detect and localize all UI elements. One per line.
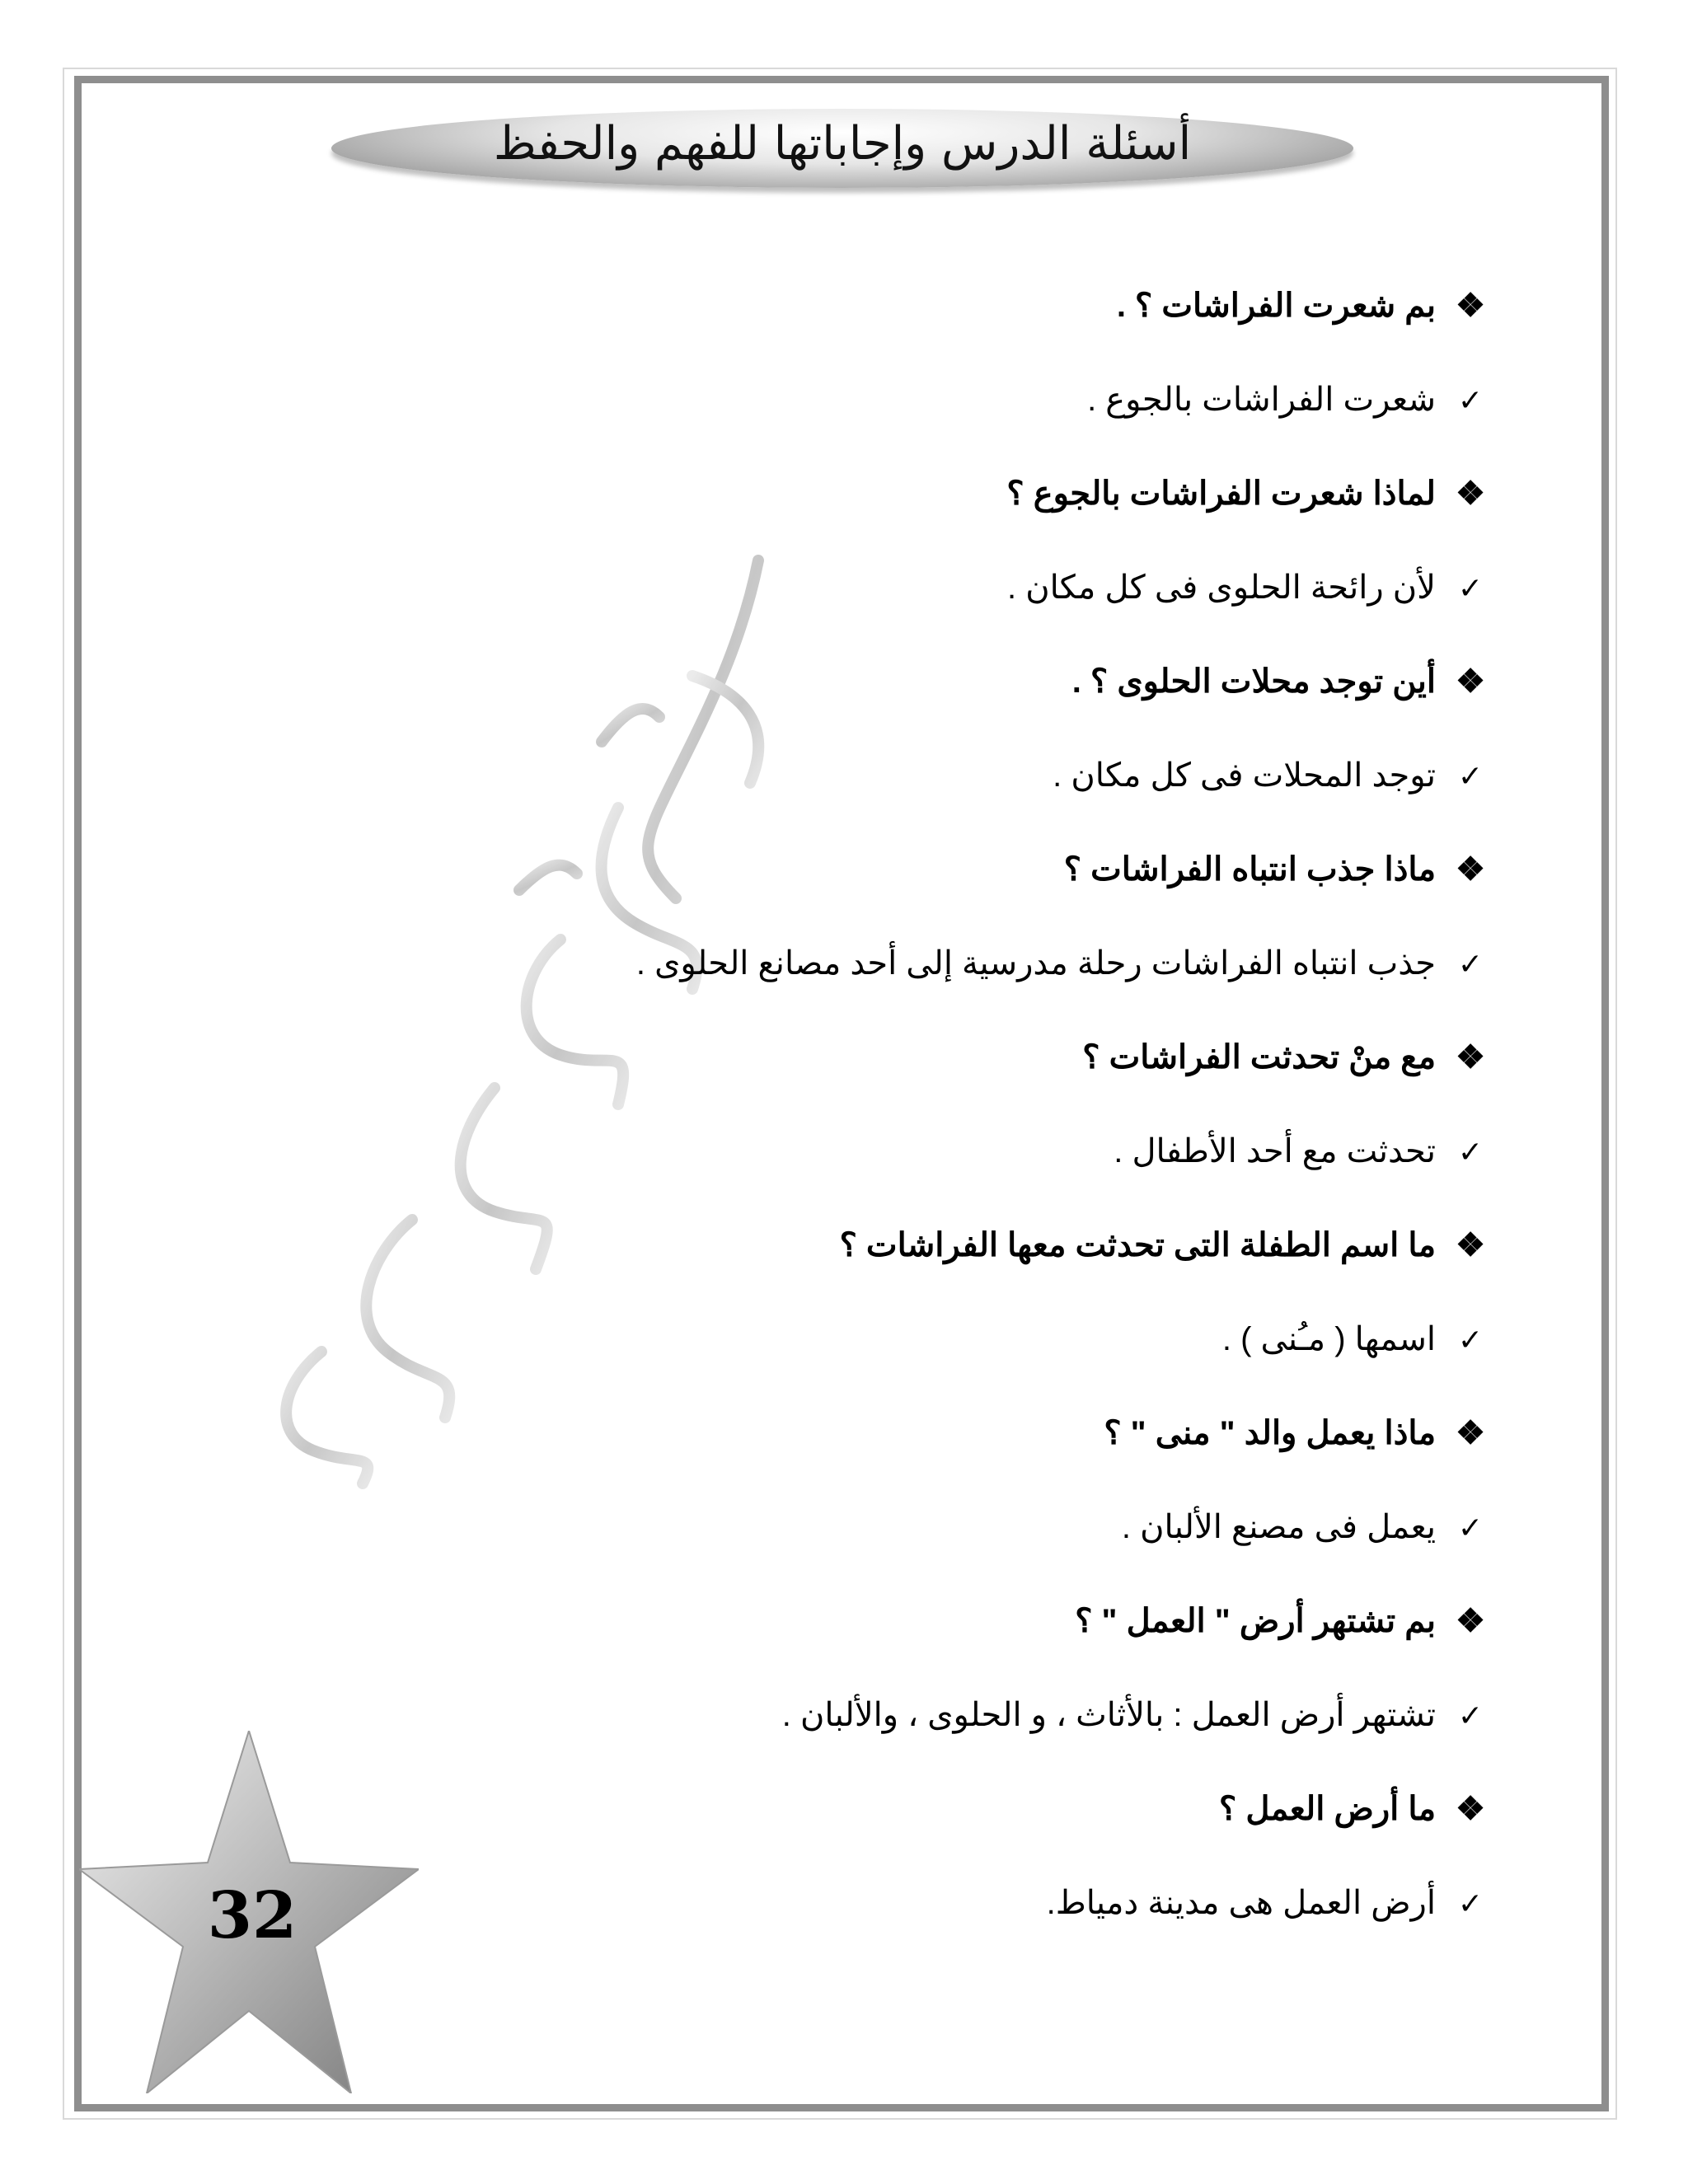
question-line xyxy=(175,823,1493,916)
checkmark-icon: ✓ xyxy=(1457,1135,1484,1169)
answer-text: اسمها ( مـُنى ) . xyxy=(1221,1321,1436,1357)
four-diamond-bullet-icon: ❖ xyxy=(1456,1039,1485,1076)
question-line xyxy=(175,1386,1493,1480)
answer-line xyxy=(175,353,1493,447)
question-text: لماذا شعرت الفراشات بالجوع ؟ xyxy=(1006,476,1436,512)
answer-text: تشتهر أرض العمل : بالأثاث ، و الحلوى ، والألبان . xyxy=(781,1697,1436,1733)
question-line xyxy=(175,1198,1493,1292)
answer-text: لأن رائحة الحلوى فى كل مكان . xyxy=(1006,569,1436,606)
question-text: بم تشتهر أرض " العمل " ؟ xyxy=(1075,1603,1436,1639)
four-diamond-bullet-icon: ❖ xyxy=(1456,1791,1485,1827)
checkmark-icon: ✓ xyxy=(1457,1886,1484,1920)
answer-text: يعمل فى مصنع الألبان . xyxy=(1121,1509,1436,1545)
answer-text: توجد المحلات فى كل مكان . xyxy=(1053,757,1436,794)
checkmark-icon: ✓ xyxy=(1457,1323,1484,1357)
four-diamond-bullet-icon: ❖ xyxy=(1456,1603,1485,1639)
question-line xyxy=(175,1010,1493,1104)
page-title: أسئلة الدرس وإجاباتها للفهم والحفظ xyxy=(493,116,1192,171)
answer-text: أرض العمل هى مدينة دمياط. xyxy=(1046,1885,1436,1921)
checkmark-icon: ✓ xyxy=(1457,1699,1484,1732)
four-diamond-bullet-icon: ❖ xyxy=(1456,851,1485,888)
answer-line xyxy=(175,1104,1493,1198)
four-diamond-bullet-icon: ❖ xyxy=(1456,476,1485,512)
qa-list xyxy=(175,259,1493,1950)
question-line xyxy=(175,635,1493,729)
four-diamond-bullet-icon: ❖ xyxy=(1456,663,1485,700)
question-text: ما أرض العمل ؟ xyxy=(1219,1791,1436,1827)
question-line xyxy=(175,1574,1493,1668)
question-text: ماذا جذب انتباه الفراشات ؟ xyxy=(1063,851,1436,888)
checkmark-icon: ✓ xyxy=(1457,571,1484,605)
question-text: مع منْ تحدثت الفراشات ؟ xyxy=(1082,1039,1436,1076)
four-diamond-bullet-icon: ❖ xyxy=(1456,1415,1485,1451)
answer-text: تحدثت مع أحد الأطفال . xyxy=(1114,1133,1436,1169)
page-number: 32 xyxy=(207,1878,298,1953)
question-text: أين توجد محلات الحلوى ؟ . xyxy=(1071,663,1436,700)
answer-text: شعرت الفراشات بالجوع . xyxy=(1087,382,1436,418)
answer-line xyxy=(175,541,1493,635)
answer-line xyxy=(175,916,1493,1010)
question-text: ما اسم الطفلة التى تحدثت معها الفراشات ؟ xyxy=(839,1227,1436,1263)
checkmark-icon: ✓ xyxy=(1457,947,1484,981)
checkmark-icon: ✓ xyxy=(1457,383,1484,417)
answer-text: جذب انتباه الفراشات رحلة مدرسية إلى أحد مصانع الحلوى . xyxy=(635,945,1436,982)
answer-line xyxy=(175,1480,1493,1574)
checkmark-icon: ✓ xyxy=(1457,1511,1484,1544)
checkmark-icon: ✓ xyxy=(1457,759,1484,793)
four-diamond-bullet-icon: ❖ xyxy=(1456,288,1485,324)
four-diamond-bullet-icon: ❖ xyxy=(1456,1227,1485,1263)
question-text: ماذا يعمل والد " منى " ؟ xyxy=(1104,1415,1436,1451)
question-line xyxy=(175,447,1493,541)
question-line xyxy=(175,259,1493,353)
answer-line xyxy=(175,729,1493,823)
question-text: بم شعرت الفراشات ؟ . xyxy=(1116,288,1436,324)
answer-line xyxy=(175,1292,1493,1386)
